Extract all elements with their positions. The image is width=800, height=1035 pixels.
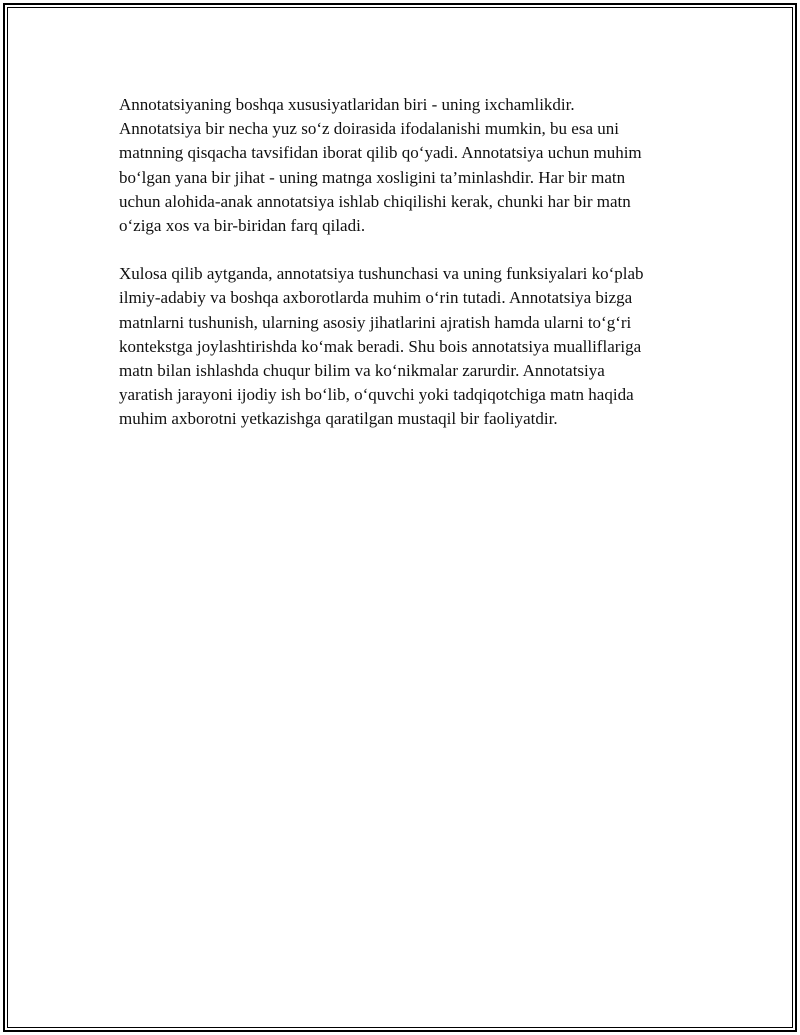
text-line: muhim axborotni yetkazishga qaratilgan mustaqil bir faoliyatdir. bbox=[119, 409, 558, 429]
paragraph-2 bbox=[119, 262, 689, 431]
text-line: ilmiy-adabiy va boshqa axborotlarda muhim o‘rin tutadi. Annotatsiya bizga bbox=[119, 288, 633, 308]
text-line: o‘ziga xos va bir-biridan farq qiladi. bbox=[119, 216, 366, 236]
text-line: bo‘lgan yana bir jihat - uning matnga xosligini ta’minlashdir. Har bir matn bbox=[119, 167, 626, 187]
text-line: Annotatsiyaning boshqa xususiyatlaridan biri - uning ixchamlikdir. bbox=[119, 95, 575, 114]
document-body bbox=[119, 93, 689, 456]
text-line: kontekstga joylashtirishda ko‘mak beradi. Shu bois annotatsiya mualliflariga bbox=[119, 336, 642, 356]
text-line: matnning qisqacha tavsifidan iborat qilib qo‘yadi. Annotatsiya uchun muhim bbox=[119, 143, 642, 163]
text-line: Xulosa qilib aytganda, annotatsiya tushunchasi va uning funksiyalari ko‘plab bbox=[119, 264, 644, 284]
text-line: matnlarni tushunish, ularning asosiy jihatlarini ajratish hamda ularni to‘g‘ri bbox=[119, 312, 632, 332]
text-line: uchun alohida-anak annotatsiya ishlab chiqilishi kerak, chunki har bir matn bbox=[119, 191, 631, 211]
paragraph-1 bbox=[119, 93, 689, 238]
text-line: Annotatsiya bir necha yuz so‘z doirasida ifodalanishi mumkin, bu esa uni bbox=[119, 119, 619, 139]
text-line: matn bilan ishlashda chuqur bilim va ko‘nikmalar zarurdir. Annotatsiya bbox=[119, 361, 605, 381]
text-line: yaratish jarayoni ijodiy ish bo‘lib, o‘quvchi yoki tadqiqotchiga matn haqida bbox=[119, 385, 634, 405]
